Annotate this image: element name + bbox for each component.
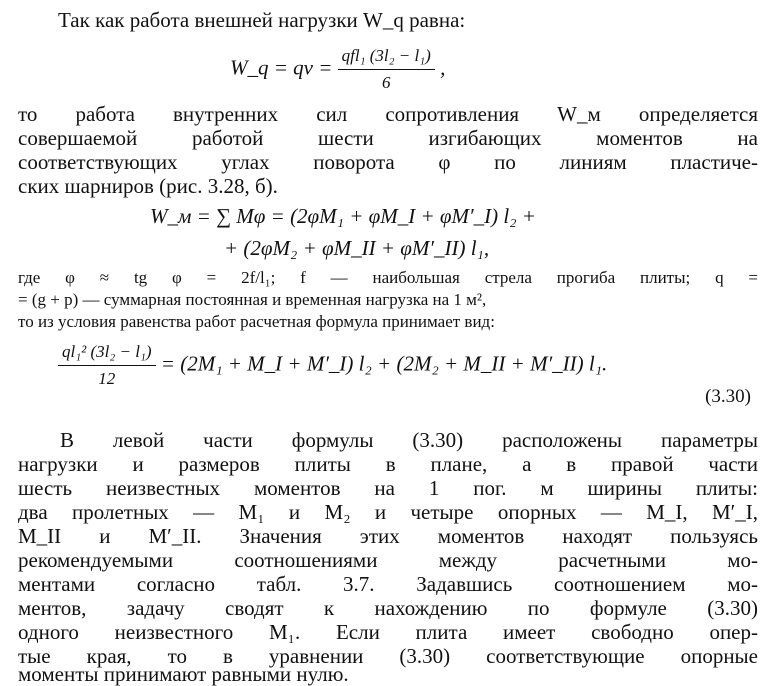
paragraph-line: соответствующих углах поворота φ по линиям пластиче- [18,150,758,174]
paragraph-line: = (g + p) — суммарная постоянная и временная нагрузка на 1 м², [18,290,487,309]
fraction [58,340,156,391]
paragraph-line: совершаемой работой шести изгибающих моментов на [18,126,758,150]
formula-work-external [230,44,445,95]
paragraph-line: В левой части формулы (3.30) расположены параметры [60,428,758,452]
fraction [338,44,435,95]
formula-work-internal-1: W_м = ∑ Mφ = (2φM₁ + φM_I + φM′_I) l₂ + [150,204,536,228]
paragraph-line: то работа внутренних сил сопротивления W_м определяется [18,102,758,126]
paragraph-line: где φ ≈ tg φ = 2f/l₁; f — наибольшая стрела прогиба плиты; q = [18,268,758,287]
paragraph-line: тые края, то в уравнении (3.30) соответствующие опорные [18,644,758,668]
formula-rhs: = (2M₁ + M_I + M′_I) l₂ + (2M₂ + M_II + M′_II) l₁. [160,351,608,376]
paragraph-line: M_II и M′_II. Значения этих моментов находят пользуясь [18,524,758,548]
fraction-numerator: qfl₁ (3l₂ − l₁) [338,44,435,70]
fraction-denominator: 12 [98,369,116,388]
intro-line: Так как работа внешней нагрузки W_q равна: [58,8,466,32]
paragraph-line: рекомендуемыми соотношениями между расчетными мо- [18,548,758,572]
fraction-numerator: ql₁² (3l₂ − l₁) [58,340,156,366]
paragraph-line: то из условия равенства работ расчетная формула принимает вид: [18,312,495,331]
formula-lhs: W_q = qv = [230,55,333,80]
paragraph-line: ментами согласно табл. 3.7. Задавшись соотношением мо- [18,572,758,596]
equation-number: (3.30) [705,386,751,407]
paragraph-line: нагрузки и размеров плиты в плане, а в правой части [18,452,758,476]
paragraph-line: ских шарниров (рис. 3.28, б). [18,174,278,198]
paragraph-line: ментов, задачу сводят к нахождению по формуле (3.30) [18,596,758,620]
paragraph-line: шесть неизвестных моментов на 1 пог. м ширины плиты: [18,476,758,500]
paragraph-line: моменты принимают равными нулю. [18,662,349,686]
formula-work-internal-2: + (2φM₂ + φM_II + φM′_II) l₁, [224,236,490,260]
paragraph-line: одного неизвестного M₁. Если плита имеет свободно опер- [18,620,758,644]
fraction-denominator: 6 [381,73,391,92]
paragraph-line: два пролетных — M₁ и M₂ и четыре опорных — M_I, M′_I, [18,500,758,524]
formula-tail: , [440,55,446,80]
formula-design [58,340,607,391]
